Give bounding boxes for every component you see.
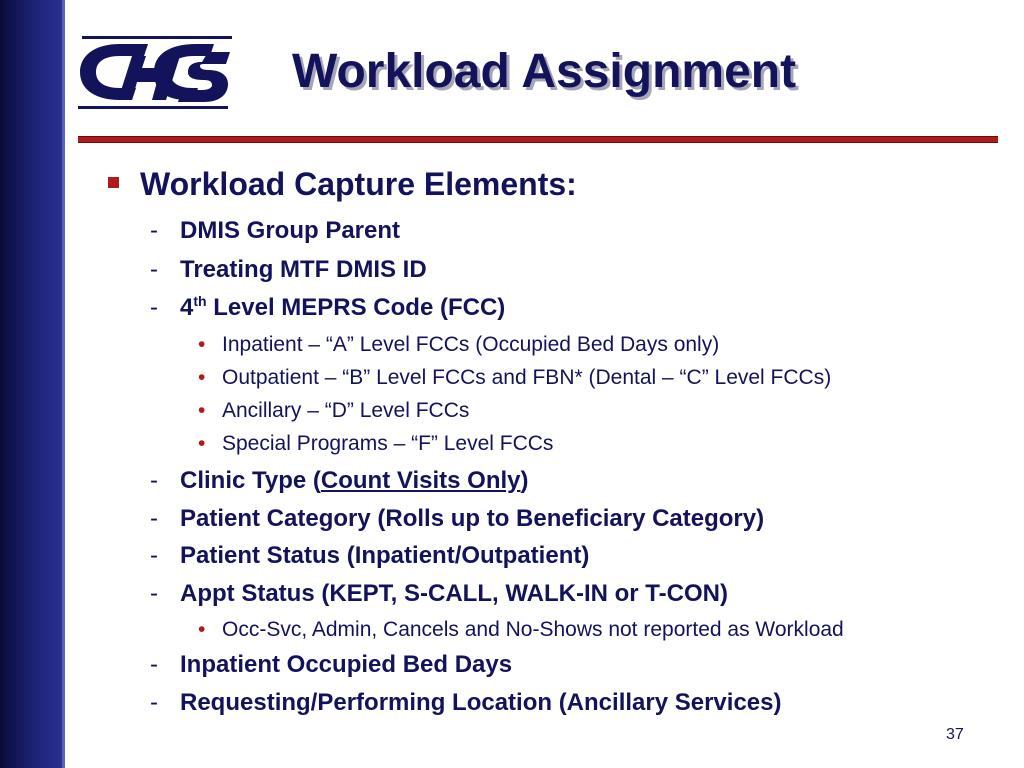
sidebar-edge <box>62 0 65 768</box>
item-text: Treating MTF DMIS ID <box>180 256 427 283</box>
underlined-text: Count Visits Only <box>320 467 521 494</box>
sub-item-text: Special Programs – “F” Level FCCs <box>222 432 554 455</box>
slide-title: Workload Assignment <box>292 45 797 98</box>
item-text <box>180 293 505 323</box>
dot-marker: • <box>198 432 206 455</box>
dash-marker: - <box>150 256 158 283</box>
item-text-post: ) <box>520 467 529 494</box>
item-text: Inpatient Occupied Bed Days <box>180 651 513 678</box>
sub-item-text: Occ-Svc, Admin, Cancels and No-Shows not reported as Workload <box>222 618 844 641</box>
item-text: Patient Category (Rolls up to Beneficiary Category) <box>180 505 765 532</box>
dot-marker: • <box>198 333 206 356</box>
item-text: Patient Status (Inpatient/Outpatient) <box>180 542 590 569</box>
heading-text: Workload Capture Elements: <box>140 166 577 202</box>
sub-item-text: Ancillary – “D” Level FCCs <box>222 399 470 422</box>
item-text <box>180 466 529 496</box>
dash-marker: - <box>150 294 158 321</box>
dash-marker: - <box>150 542 158 569</box>
sub-item-text: Inpatient – “A” Level FCCs (Occupied Bed Days only) <box>222 333 720 356</box>
item-text: Appt Status (KEPT, S-CALL, WALK-IN or T-CON) <box>180 580 728 607</box>
dot-marker: • <box>198 399 206 422</box>
left-sidebar-band <box>0 0 64 768</box>
dash-marker: - <box>150 651 158 678</box>
dash-marker: - <box>150 467 158 494</box>
page-number: 37 <box>946 726 964 743</box>
dot-marker: • <box>198 366 206 389</box>
chcs-logo <box>74 30 234 112</box>
sub-item-text: Outpatient – “B” Level FCCs and FBN* (Dental – “C” Level FCCs) <box>222 366 832 389</box>
dash-marker: - <box>150 217 158 244</box>
dash-marker: - <box>150 580 158 607</box>
item-text-pre: 4 <box>180 294 194 321</box>
item-text-pre: Clinic Type ( <box>180 467 321 494</box>
title-divider <box>78 136 998 143</box>
dash-marker: - <box>150 689 158 716</box>
square-bullet-icon <box>108 177 119 188</box>
dash-marker: - <box>150 505 158 532</box>
item-text: Requesting/Performing Location (Ancillary Services) <box>180 689 782 716</box>
dot-marker: • <box>198 618 206 641</box>
ordinal-suffix: th <box>193 293 207 309</box>
item-text: DMIS Group Parent <box>180 217 401 244</box>
item-text-post: Level MEPRS Code (FCC) <box>206 294 506 321</box>
